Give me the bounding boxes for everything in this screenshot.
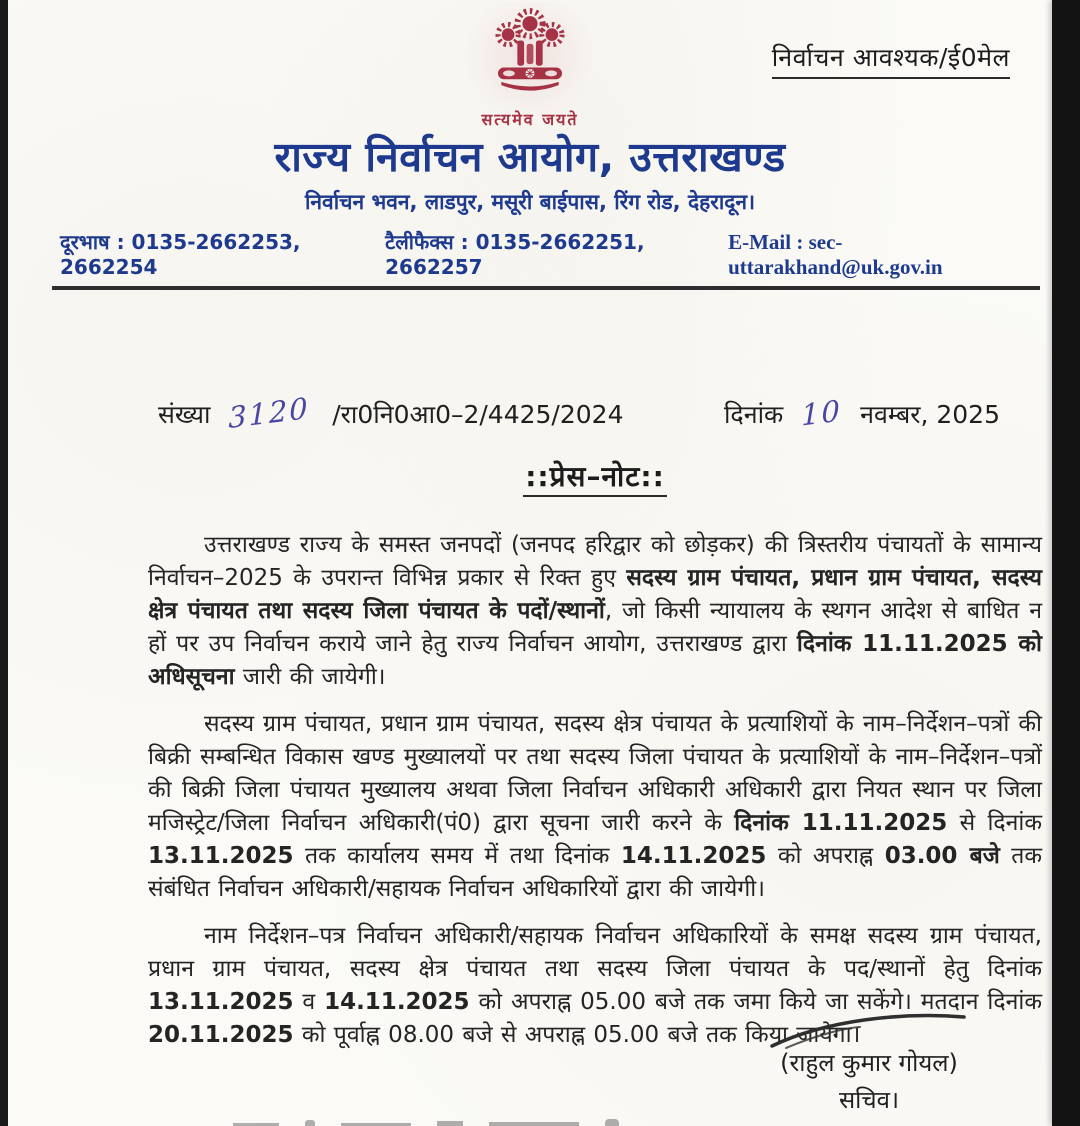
signatory-designation: सचिव। (838, 1086, 900, 1114)
reference-date (723, 393, 1000, 433)
paragraph-nomination-sale: सदस्य ग्राम पंचायत, प्रधान ग्राम पंचायत, सदस्य क्षेत्र पंचायत के प्रत्याशियों के नाम–निर्देशन–पत्रों की बिक्री सम्बन्धित विकास खण्ड मुख्यालयों पर तथा सदस्य जिला पंचायत के प्रत्याशियों के नाम–निर्देशन–पत्रों की बिक्री जिला पंचायत मुख्यालय अथवा जिला निर्वाचन अधिकारी अधिकारी द्वारा नियत स्थान पर जिला मजिस्ट्रेट/जिला निर्वाचन अधिकारी(पं0) द्वारा सूचना जारी करने के दिनांक 11.11.2025 से दिनांक 13.11.2025 तक कार्यालय समय में तथा दिनांक 14.11.2025 को अपराह्न 03.00 बजे तक संबंधित निर्वाचन अधिकारी/सहायक निर्वाचन अधिकारियों द्वारा की जायेगी। (148, 711, 1042, 902)
signature-block (744, 1008, 994, 1116)
reference-number-label: संख्या (158, 400, 211, 429)
email-label: E-Mail : sec-uttarakhand@uk.gov.in (728, 230, 943, 279)
org-title: राज्य निर्वाचन आयोग, उत्तराखण्ड (274, 133, 786, 181)
ashoka-emblem (455, 2, 605, 130)
scan-edge-left (0, 0, 8, 1126)
reference-date-label: दिनांक (723, 400, 784, 429)
cutoff-glyph-marks (233, 1119, 619, 1126)
reference-number (158, 390, 624, 436)
reference-number-suffix: /रा0नि0आ0–2/4425/2024 (332, 400, 624, 429)
document-content (8, 0, 1052, 1126)
press-note-heading: ::प्रेस–नोट:: (148, 457, 1042, 495)
paragraph-nomination-submission: नाम निर्देशन–पत्र निर्वाचन अधिकारी/सहायक निर्वाचन अधिकारियों के समक्ष सदस्य ग्राम पंचायत, प्रधान ग्राम पंचायत, सदस्य क्षेत्र पंचायत तथा सदस्य जिला पंचायत के पद/स्थानों हेतु दिनांक 13.11.2025 व 14.11.2025 को अपराह्न 05.00 बजे तक जमा किये जा सकेंगे। मतदान दिनांक 20.11.2025 को पूर्वाह्न 08.00 बजे से अपराह्न 05.00 बजे तक किया जायेगा। (148, 923, 1042, 1048)
fax-label: टैलीफैक्स : 0135-2662251, 2662257 (385, 230, 645, 279)
header-divider (52, 286, 1040, 290)
scan-edge-right (1052, 0, 1080, 1126)
press-note-body (148, 457, 1042, 1052)
ashoka-lion-capital-icon (471, 2, 589, 106)
paragraph-notification: उत्तराखण्ड राज्य के समस्त जनपदों (जनपद हरिद्वार को छोड़कर) की त्रिस्तरीय पंचायतों के सामान्य निर्वाचन–2025 के उपरान्त विभिन्न प्रकार से रिक्त हुए सदस्य ग्राम पंचायत, प्रधान ग्राम पंचायत, सदस्य क्षेत्र पंचायत तथा सदस्य जिला पंचायत के पदों/स्थानों, जो किसी न्यायालय के स्थगन आदेश से बाधित न हों पर उप निर्वाचन कराये जाने हेतु राज्य निर्वाचन आयोग, उत्तराखण्ड द्वारा दिनांक 11.11.2025 को अधिसूचना जारी की जायेगी। (148, 532, 1042, 690)
contact-row (60, 228, 1038, 280)
phone-label: दूरभाष : 0135-2662253, 2662254 (60, 230, 301, 279)
emblem-motto: सत्यमेव जयते (481, 110, 579, 129)
corner-note: निर्वाचन आवश्यक/ई0मेल (772, 40, 1010, 79)
org-address: निर्वाचन भवन, लाडपुर, मसूरी बाईपास, रिंग रोड, देहरादून। (304, 190, 756, 214)
reference-row (158, 390, 1000, 436)
reference-date-handwritten: 10 (801, 393, 843, 433)
signatory-name: (राहुल कुमार गोयल) (780, 1049, 958, 1077)
dharma-chakra-icon (525, 68, 535, 78)
reference-date-suffix: नवम्बर, 2025 (860, 400, 1000, 429)
reference-number-handwritten: 3120 (228, 390, 311, 436)
